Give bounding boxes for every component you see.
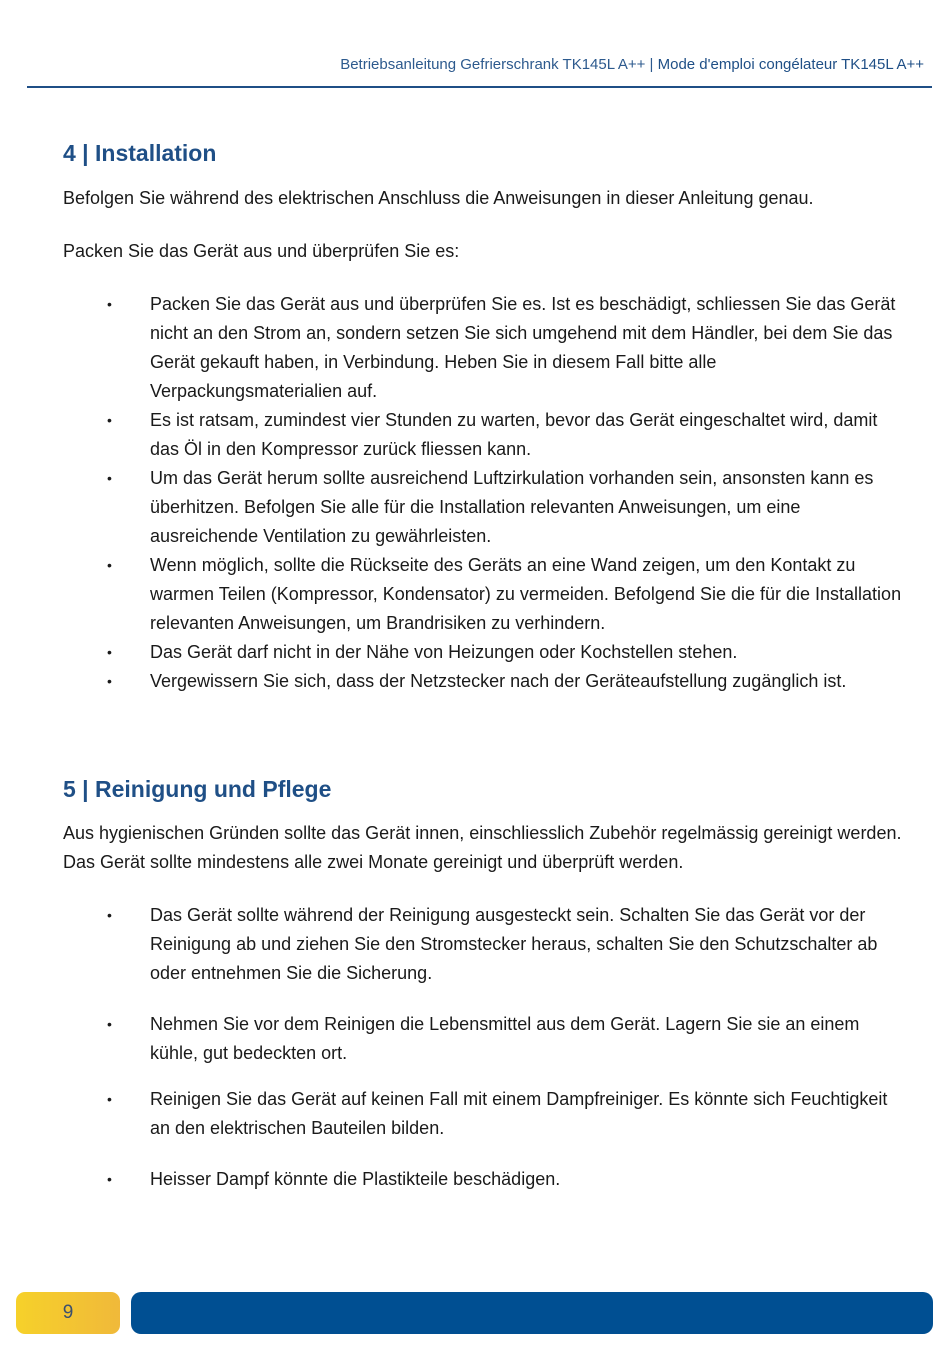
bullet-glyph: • bbox=[107, 1091, 112, 1107]
section-5-intro: Aus hygienischen Gründen sollte das Gerät innen, einschliesslich Zubehör regelmässig gereinigt werden. Das Gerät sollte mindestens alle zwei Monate gereinigt und überprüft werden. bbox=[63, 823, 902, 872]
bullet-glyph: • bbox=[107, 907, 112, 923]
list-item-text: Vergewissern Sie sich, dass der Netzstecker nach der Geräteaufstellung zugänglich ist. bbox=[150, 671, 847, 691]
list-item-text: Reinigen Sie das Gerät auf keinen Fall mit einem Dampfreiniger. Es könnte sich Feuchtigkeit an den elektrischen Bauteilen bilden. bbox=[150, 1089, 888, 1138]
bullet-glyph: • bbox=[107, 296, 112, 312]
bullet-glyph: • bbox=[107, 644, 112, 660]
page-number-badge bbox=[16, 1292, 120, 1334]
list-item bbox=[63, 667, 903, 696]
list-item-text: Das Gerät sollte während der Reinigung ausgesteckt sein. Schalten Sie das Gerät vor der Reinigung ab und ziehen Sie den Stromstecker heraus, schalten Sie den Schutzschalter ab oder entnehmen Sie die Sicherung. bbox=[150, 905, 878, 983]
section-5-heading: 5 | Reinigung und Pflege bbox=[63, 776, 332, 802]
bullet-glyph: • bbox=[107, 557, 112, 573]
list-item bbox=[63, 901, 903, 988]
page-number: 9 bbox=[62, 1302, 74, 1323]
section-4-lead: Packen Sie das Gerät aus und überprüfen Sie es: bbox=[63, 241, 460, 261]
list-item-text: Es ist ratsam, zumindest vier Stunden zu warten, bevor das Gerät eingeschaltet wird, damit das Öl in den Kompressor zurück fliessen kann. bbox=[150, 410, 878, 459]
bullet-glyph: • bbox=[107, 1171, 112, 1187]
list-item bbox=[63, 638, 903, 667]
list-item-text: Heisser Dampf könnte die Plastikteile beschädigen. bbox=[150, 1169, 561, 1189]
list-item bbox=[63, 1010, 903, 1068]
bullet-glyph: • bbox=[107, 470, 112, 486]
section-5-bullet-list bbox=[63, 901, 903, 1216]
list-item bbox=[63, 551, 903, 638]
bullet-glyph: • bbox=[107, 673, 112, 689]
list-item bbox=[63, 1165, 903, 1194]
header-separator: | bbox=[645, 56, 658, 73]
section-4-heading: 4 | Installation bbox=[63, 140, 217, 166]
page-header-title bbox=[340, 56, 924, 73]
list-item-text: Das Gerät darf nicht in der Nähe von Heizungen oder Kochstellen stehen. bbox=[150, 642, 738, 662]
list-item-text: Wenn möglich, sollte die Rückseite des Geräts an eine Wand zeigen, um den Kontakt zu warmen Teilen (Kompressor, Kondensator) zu vermeiden. Befolgend Sie die für die Installation relevanten Anweisungen, um Brandrisiken zu verhindern. bbox=[150, 555, 902, 633]
header-title-fr: Mode d'emploi congélateur TK145L A++ bbox=[657, 56, 924, 73]
list-item bbox=[63, 464, 903, 551]
header-title-de: Betriebsanleitung Gefrierschrank TK145L A++ bbox=[340, 56, 646, 73]
header-divider bbox=[27, 86, 932, 88]
list-item bbox=[63, 1085, 903, 1143]
list-item bbox=[63, 406, 903, 464]
footer-bar bbox=[131, 1292, 933, 1334]
bullet-glyph: • bbox=[107, 1016, 112, 1032]
bullet-glyph: • bbox=[107, 412, 112, 428]
list-item-text: Packen Sie das Gerät aus und überprüfen Sie es. Ist es beschädigt, schliessen Sie das Gerät nicht an den Strom an, sondern setzen Sie sich umgehend mit dem Händler, bei dem Sie das Gerät gekauft haben, in Verbindung. Heben Sie in diesem Fall bitte alle Verpackungsmaterialien auf. bbox=[150, 294, 896, 401]
list-item-text: Um das Gerät herum sollte ausreichend Luftzirkulation vorhanden sein, ansonsten kann es überhitzen. Befolgen Sie alle für die Installation relevanten Anweisungen, um eine ausreichende Ventilation zu gewährleisten. bbox=[150, 468, 874, 546]
section-4-intro: Befolgen Sie während des elektrischen Anschluss die Anweisungen in dieser Anleitung genau. bbox=[63, 188, 814, 208]
section-4-bullet-list bbox=[63, 290, 903, 696]
list-item bbox=[63, 290, 903, 406]
list-item-text: Nehmen Sie vor dem Reinigen die Lebensmittel aus dem Gerät. Lagern Sie sie an einem kühle, gut bedeckten ort. bbox=[150, 1014, 860, 1063]
